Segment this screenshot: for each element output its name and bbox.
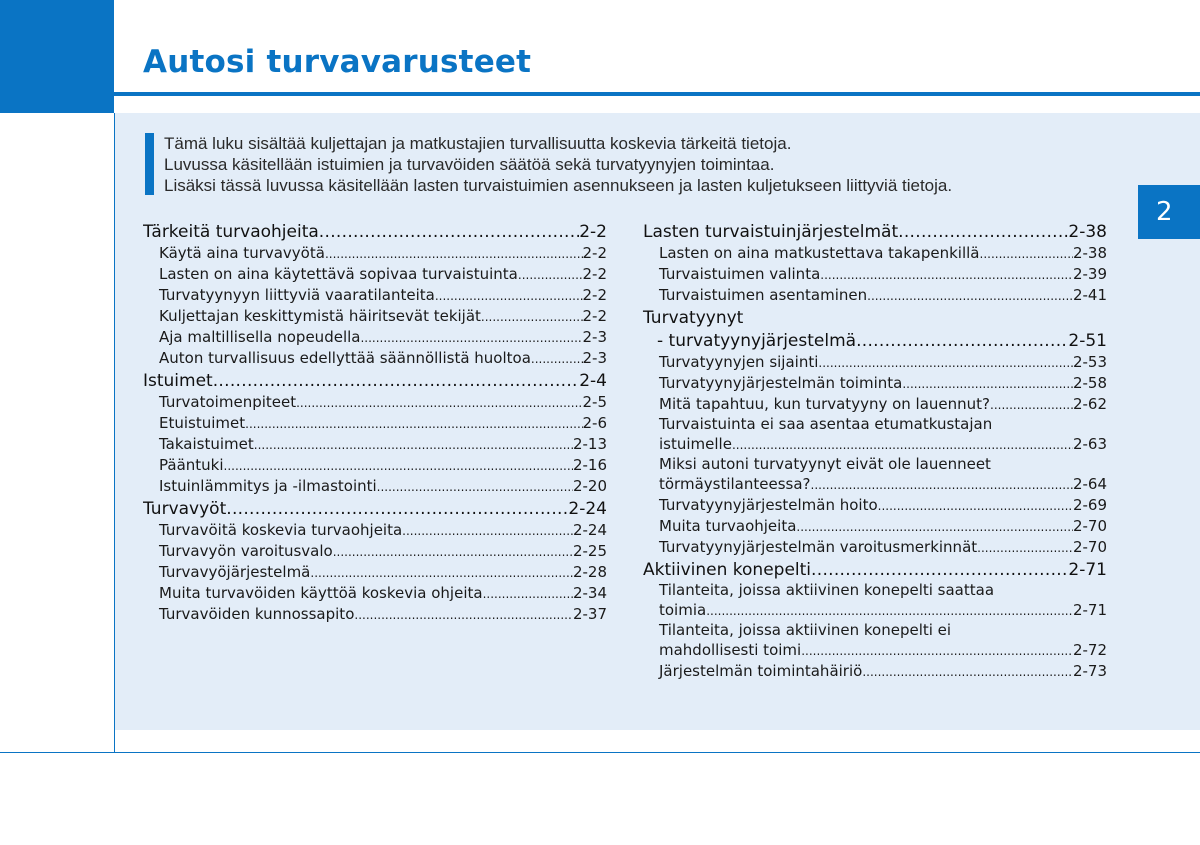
toc-entry-label: Istuimet [143,371,213,391]
dot-leader [732,435,1073,455]
toc-entry-label: Takaistuimet [159,435,254,453]
toc-entry-label: Tärkeitä turvaohjeita [143,222,319,242]
toc-item-link[interactable] [643,285,1107,306]
toc-entry-label: Lasten on aina matkustettava takapenkillä [659,244,980,262]
toc-item-link[interactable] [143,264,607,285]
toc-entry-page-number: 2-51 [1068,331,1107,351]
toc-entry-label: Turvavöiden kunnossapito [159,605,355,623]
toc-item-link[interactable] [143,434,607,455]
dot-leader [898,222,1068,243]
toc-entry-page-number: 2-20 [572,477,607,495]
toc-entry-page-number: 2-5 [582,393,607,411]
toc-entry-label: Pääntuki [159,456,224,474]
dot-leader [254,435,573,455]
toc-entry-page-number: 2-71 [1072,601,1107,619]
toc-entry-label: Turvatoimenpiteet [159,393,297,411]
toc-entry-page-number: 2-2 [582,265,607,283]
toc-section-link[interactable] [643,331,1107,352]
toc-item-link[interactable] [643,516,1107,537]
dot-leader [333,542,573,562]
toc-entry-label: Lasten turvaistuinjärjestelmät [643,222,899,242]
toc-entry-label: Turvatyynyjärjestelmän toiminta [659,374,903,392]
toc-entry-page-number: 2-70 [1072,538,1107,556]
dot-leader [213,371,580,392]
dot-leader [481,307,583,327]
dot-leader [402,521,573,541]
toc-entry-label: Muita turvaohjeita [659,517,797,535]
toc-entry-label: Turvaistuimen asentaminen [659,286,868,304]
toc-item-link[interactable] [143,348,607,369]
dot-leader [801,641,1073,661]
toc-right-column [643,220,1107,682]
toc-entry-label: Turvatyynyjärjestelmän hoito [659,496,878,514]
toc-entry-page-number: 2-16 [572,456,607,474]
toc-entry-page-number: 2-3 [582,349,607,367]
toc-item-link[interactable] [143,413,607,434]
toc-entry-page-number: 2-38 [1068,222,1107,242]
toc-item-link[interactable] [643,600,1107,621]
dot-leader [820,265,1073,285]
dot-leader [977,538,1073,558]
toc-entry-page-number: 2-3 [582,328,607,346]
dot-leader [360,328,582,348]
toc-entry-label: mahdollisesti toimi [659,641,802,659]
dot-leader [325,244,583,264]
toc-entry-page-number: 2-6 [582,414,607,432]
toc-entry-page-number: 2-69 [1072,496,1107,514]
toc-entry-label: Aja maltillisella nopeudella [159,328,361,346]
dot-leader [902,374,1073,394]
dot-leader [354,605,573,625]
toc-entry-page-number: 2-70 [1072,517,1107,535]
dot-leader [226,499,568,520]
toc-entry-page-number: 2-24 [568,499,607,519]
dot-leader [377,477,573,497]
dot-leader [811,475,1073,495]
toc-item-link[interactable] [643,495,1107,516]
toc-item-link[interactable] [143,583,607,604]
toc-entry-label: Turvavyöt [143,499,227,519]
toc-item-link[interactable] [643,352,1107,373]
toc-item-link[interactable] [143,604,607,625]
toc-entry-label: istuimelle [659,435,732,453]
toc-item-link[interactable] [643,640,1107,661]
toc-section-title-line[interactable]: Turvatyynyt [643,308,744,328]
toc-item-line[interactable]: Turvaistuinta ei saa asentaa etumatkustajan [659,415,993,433]
toc-entry-label: - turvatyynyjärjestelmä [657,331,857,351]
toc-item-link[interactable] [143,520,607,541]
toc-entry-label: Turvatyynyjen sijainti [659,353,819,371]
toc-item-link[interactable] [643,243,1107,264]
toc-entry-label: Mitä tapahtuu, kun turvatyyny on lauennut? [659,395,991,413]
toc-entry-page-number: 2-41 [1072,286,1107,304]
toc-entry-label: Aktiivinen konepelti [643,560,812,580]
page-title: Autosi turvavarusteet [143,44,532,80]
toc-item-link[interactable] [143,562,607,583]
dot-leader [518,265,583,285]
toc-entry-label: Istuinlämmitys ja -ilmastointi [159,477,377,495]
toc-item-link[interactable] [643,373,1107,394]
toc-entry-page-number: 2-39 [1072,265,1107,283]
dot-leader [818,353,1073,373]
dot-leader [296,393,582,413]
toc-entry-page-number: 2-34 [572,584,607,602]
dot-leader [245,414,582,434]
toc-entry-label: Muita turvavöiden käyttöä koskevia ohjeita [159,584,483,602]
left-margin-rule [114,113,115,753]
toc-item-line[interactable]: Miksi autoni turvatyynyt eivät ole lauenneet [659,455,991,473]
toc-entry-page-number: 2-28 [572,563,607,581]
toc-item-link[interactable] [143,476,607,497]
toc-entry-page-number: 2-37 [572,605,607,623]
toc-entry-page-number: 2-73 [1072,662,1107,680]
dot-leader [862,662,1073,682]
dot-leader [811,560,1068,581]
toc-entry-page-number: 2-13 [572,435,607,453]
toc-item-link[interactable] [643,474,1107,495]
intro-accent-bar [145,133,154,195]
toc-entry-page-number: 2-53 [1072,353,1107,371]
toc-section-link[interactable] [143,371,607,392]
toc-entry-page-number: 2-24 [572,521,607,539]
toc-entry-label: Turvatyynyjärjestelmän varoitusmerkinnät [659,538,978,556]
toc-item-link[interactable] [143,285,607,306]
intro-line: Lisäksi tässä luvussa käsitellään lasten turvaistuimien asennukseen ja lasten kuljetukseen liittyviä tietoja. [164,176,953,195]
chapter-tab[interactable]: 2 [1138,185,1200,239]
dot-leader [531,349,583,369]
dot-leader [856,331,1068,352]
toc-entry-label: toimia [659,601,707,619]
dot-leader [980,244,1073,264]
toc-entry-page-number: 2-25 [572,542,607,560]
header-rule [114,92,1200,96]
intro-line: Luvussa käsitellään istuimien ja turvavöiden säätöä sekä turvatyynyjen toimintaa. [164,155,775,174]
toc-item-link[interactable] [143,392,607,413]
toc-entry-label: Turvavöitä koskevia turvaohjeita [159,521,403,539]
toc-entry-page-number: 2-71 [1068,560,1107,580]
toc-entry-page-number: 2-2 [582,307,607,325]
toc-section-link[interactable] [143,222,607,243]
toc-entry-page-number: 2-63 [1072,435,1107,453]
dot-leader [867,286,1073,306]
toc-entry-label: Lasten on aina käytettävä sopivaa turvaistuinta [159,265,518,283]
dot-leader [796,517,1073,537]
intro-line: Tämä luku sisältää kuljettajan ja matkustajien turvallisuutta koskevia tärkeitä tietoja. [164,134,792,153]
toc-item-line[interactable]: Tilanteita, joissa aktiivinen konepelti ei [659,621,952,639]
toc-entry-page-number: 2-72 [1072,641,1107,659]
toc-entry-page-number: 2-58 [1072,374,1107,392]
toc-entry-page-number: 2-64 [1072,475,1107,493]
toc-item-link[interactable] [143,327,607,348]
dot-leader [224,456,573,476]
toc-entry-page-number: 2-2 [582,244,607,262]
toc-entry-label: Järjestelmän toimintahäiriö [659,662,863,680]
toc-item-link[interactable] [143,541,607,562]
dot-leader [310,563,573,583]
toc-section-link[interactable] [643,222,1107,243]
toc-entry-label: törmäystilanteessa? [659,475,811,493]
dot-leader [319,222,579,243]
toc-entry-page-number: 2-2 [582,286,607,304]
intro-text [164,133,1124,196]
toc-item-link[interactable] [643,434,1107,455]
toc-item-link[interactable] [643,661,1107,682]
toc-entry-label: Turvaistuimen valinta [659,265,821,283]
toc-entry-label: Turvavyön varoitusvalo [159,542,333,560]
toc-entry-label: Auton turvallisuus edellyttää säännöllistä huoltoa [159,349,531,367]
toc-entry-page-number: 2-2 [579,222,607,242]
toc-left-column [143,220,607,625]
toc-section-link[interactable] [643,560,1107,581]
dot-leader [483,584,573,604]
toc-entry-label: Turvavyöjärjestelmä [159,563,311,581]
toc-section-link[interactable] [143,499,607,520]
dot-leader [435,286,583,306]
toc-entry-label: Käytä aina turvavyötä [159,244,325,262]
toc-entry-page-number: 2-4 [579,371,607,391]
toc-item-link[interactable] [143,455,607,476]
toc-item-line[interactable]: Tilanteita, joissa aktiivinen konepelti saattaa [659,581,995,599]
toc-item-link[interactable] [643,537,1107,558]
corner-color-block [0,0,114,113]
toc-item-link[interactable] [643,394,1107,415]
footer-rule [0,752,1200,753]
toc-entry-page-number: 2-38 [1072,244,1107,262]
dot-leader [878,496,1073,516]
toc-entry-label: Etuistuimet [159,414,246,432]
toc-entry-label: Kuljettajan keskittymistä häiritsevät tekijät [159,307,481,325]
dot-leader [990,395,1073,415]
toc-item-link[interactable] [143,243,607,264]
toc-entry-page-number: 2-62 [1072,395,1107,413]
dot-leader [706,601,1073,621]
toc-entry-label: Turvatyynyyn liittyviä vaaratilanteita [159,286,435,304]
toc-item-link[interactable] [143,306,607,327]
toc-item-link[interactable] [643,264,1107,285]
